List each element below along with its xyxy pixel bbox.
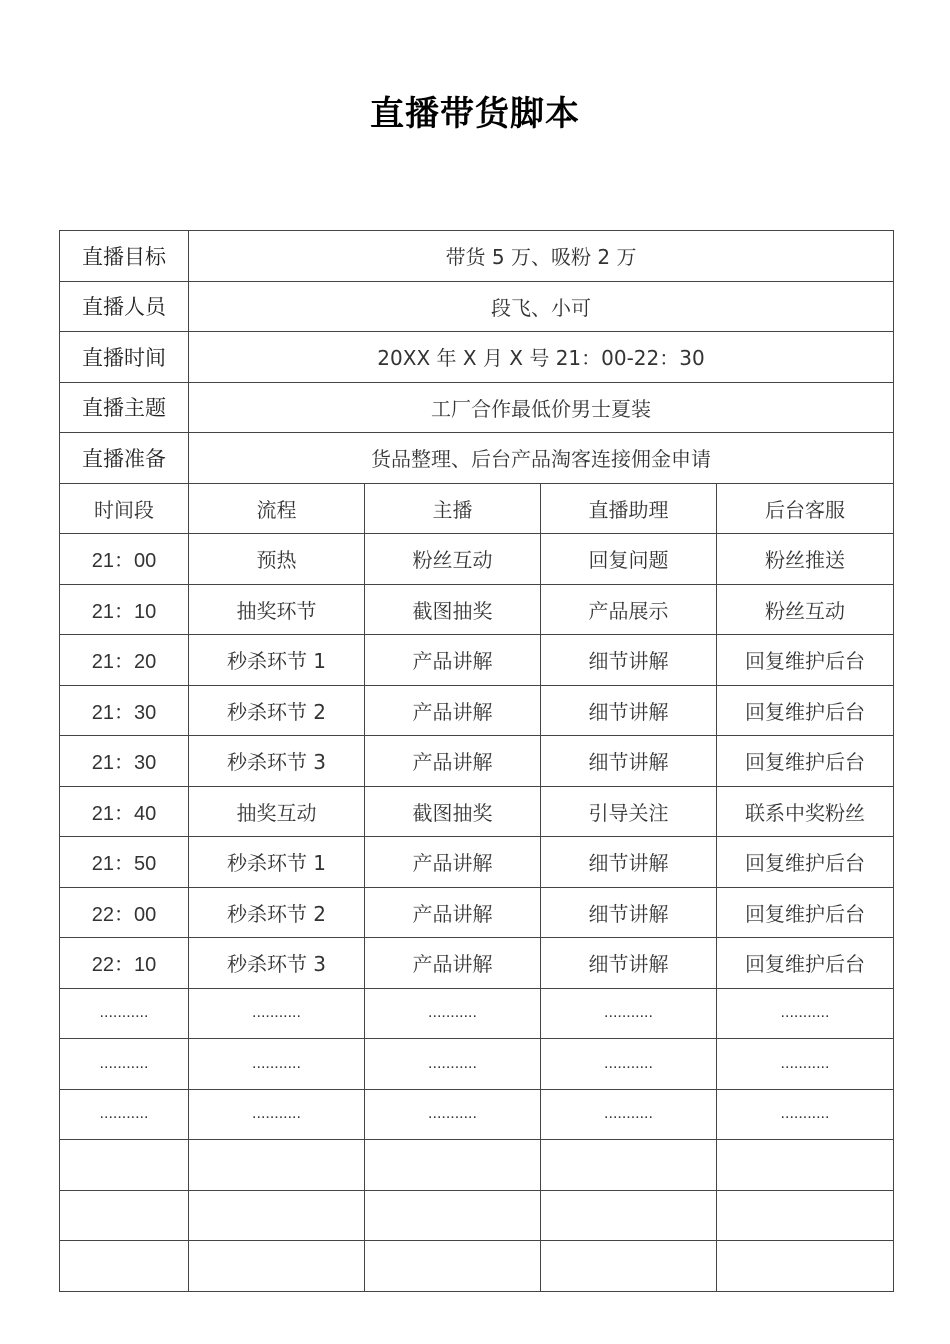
table-body [60, 231, 894, 1292]
service-cell: ........... [717, 1039, 894, 1090]
host-cell: 产品讲解 [365, 837, 541, 888]
host-cell: 产品讲解 [365, 938, 541, 989]
service-cell: 回复维护后台 [717, 837, 894, 888]
info-value: 20XX 年 X 月 X 号 21：00-22：30 [189, 332, 894, 383]
process-cell: 秒杀环节 2 [189, 685, 365, 736]
assistant-cell: 引导关注 [541, 786, 717, 837]
schedule-row [60, 1039, 894, 1090]
info-label: 直播人员 [60, 281, 189, 332]
process-cell: 秒杀环节 2 [189, 887, 365, 938]
service-cell: 回复维护后台 [717, 736, 894, 787]
schedule-row [60, 786, 894, 837]
time-cell: 22：10 [60, 938, 189, 989]
process-cell: ........... [189, 1039, 365, 1090]
process-cell: 秒杀环节 3 [189, 938, 365, 989]
assistant-cell: 细节讲解 [541, 635, 717, 686]
time-cell: 21：40 [60, 786, 189, 837]
schedule-row [60, 1241, 894, 1292]
schedule-row [60, 534, 894, 585]
host-cell: 产品讲解 [365, 887, 541, 938]
process-cell: 秒杀环节 1 [189, 635, 365, 686]
info-label: 直播目标 [60, 231, 189, 282]
time-cell: 21：30 [60, 736, 189, 787]
process-cell: 抽奖互动 [189, 786, 365, 837]
header-process: 流程 [189, 483, 365, 534]
document-title: 直播带货脚本 [370, 94, 580, 134]
schedule-row [60, 938, 894, 989]
info-row-staff [60, 281, 894, 332]
host-cell: 截图抽奖 [365, 584, 541, 635]
host-cell: ........... [365, 1039, 541, 1090]
assistant-cell: ........... [541, 1039, 717, 1090]
info-row-theme [60, 382, 894, 433]
service-cell: 粉丝互动 [717, 584, 894, 635]
info-row-time [60, 332, 894, 383]
host-cell [365, 1140, 541, 1191]
info-value: 工厂合作最低价男士夏装 [189, 382, 894, 433]
info-label: 直播主题 [60, 382, 189, 433]
schedule-row [60, 736, 894, 787]
schedule-row [60, 1140, 894, 1191]
schedule-row [60, 685, 894, 736]
process-cell: 抽奖环节 [189, 584, 365, 635]
service-cell: 回复维护后台 [717, 938, 894, 989]
host-cell: ........... [365, 1089, 541, 1140]
info-row-prep [60, 433, 894, 484]
live-script-table [59, 230, 894, 1292]
time-cell: 21：00 [60, 534, 189, 585]
assistant-cell: 产品展示 [541, 584, 717, 635]
time-cell: 21：20 [60, 635, 189, 686]
time-cell: 22：00 [60, 887, 189, 938]
process-cell [189, 1140, 365, 1191]
service-cell [717, 1190, 894, 1241]
assistant-cell: 回复问题 [541, 534, 717, 585]
schedule-row [60, 1190, 894, 1241]
assistant-cell: ........... [541, 988, 717, 1039]
header-host: 主播 [365, 483, 541, 534]
time-cell: 21：50 [60, 837, 189, 888]
process-cell: 秒杀环节 3 [189, 736, 365, 787]
host-cell [365, 1190, 541, 1241]
process-cell: 预热 [189, 534, 365, 585]
service-cell: ........... [717, 1089, 894, 1140]
process-cell [189, 1241, 365, 1292]
info-value: 段飞、小可 [189, 281, 894, 332]
schedule-row [60, 988, 894, 1039]
host-cell: 截图抽奖 [365, 786, 541, 837]
info-label: 直播时间 [60, 332, 189, 383]
time-cell: 21：30 [60, 685, 189, 736]
assistant-cell [541, 1190, 717, 1241]
time-cell [60, 1241, 189, 1292]
assistant-cell: ........... [541, 1089, 717, 1140]
service-cell: 联系中奖粉丝 [717, 786, 894, 837]
process-cell [189, 1190, 365, 1241]
assistant-cell: 细节讲解 [541, 837, 717, 888]
host-cell: 产品讲解 [365, 685, 541, 736]
process-cell: 秒杀环节 1 [189, 837, 365, 888]
schedule-row [60, 635, 894, 686]
time-cell: ........... [60, 1039, 189, 1090]
time-cell [60, 1140, 189, 1191]
service-cell: 回复维护后台 [717, 887, 894, 938]
host-cell [365, 1241, 541, 1292]
service-cell [717, 1241, 894, 1292]
host-cell: 粉丝互动 [365, 534, 541, 585]
schedule-header-row [60, 483, 894, 534]
assistant-cell: 细节讲解 [541, 685, 717, 736]
assistant-cell: 细节讲解 [541, 887, 717, 938]
info-value: 货品整理、后台产品淘客连接佣金申请 [189, 433, 894, 484]
assistant-cell [541, 1241, 717, 1292]
assistant-cell: 细节讲解 [541, 938, 717, 989]
host-cell: ........... [365, 988, 541, 1039]
schedule-row [60, 837, 894, 888]
header-time: 时间段 [60, 483, 189, 534]
info-value: 带货 5 万、吸粉 2 万 [189, 231, 894, 282]
host-cell: 产品讲解 [365, 736, 541, 787]
process-cell: ........... [189, 1089, 365, 1140]
process-cell: ........... [189, 988, 365, 1039]
info-label: 直播准备 [60, 433, 189, 484]
service-cell: 回复维护后台 [717, 685, 894, 736]
header-assistant: 直播助理 [541, 483, 717, 534]
schedule-row [60, 584, 894, 635]
schedule-row [60, 1089, 894, 1140]
assistant-cell [541, 1140, 717, 1191]
service-cell: 回复维护后台 [717, 635, 894, 686]
header-service: 后台客服 [717, 483, 894, 534]
service-cell [717, 1140, 894, 1191]
info-row-goal [60, 231, 894, 282]
service-cell: ........... [717, 988, 894, 1039]
time-cell [60, 1190, 189, 1241]
service-cell: 粉丝推送 [717, 534, 894, 585]
time-cell: ........... [60, 988, 189, 1039]
time-cell: 21：10 [60, 584, 189, 635]
host-cell: 产品讲解 [365, 635, 541, 686]
schedule-row [60, 887, 894, 938]
assistant-cell: 细节讲解 [541, 736, 717, 787]
time-cell: ........... [60, 1089, 189, 1140]
